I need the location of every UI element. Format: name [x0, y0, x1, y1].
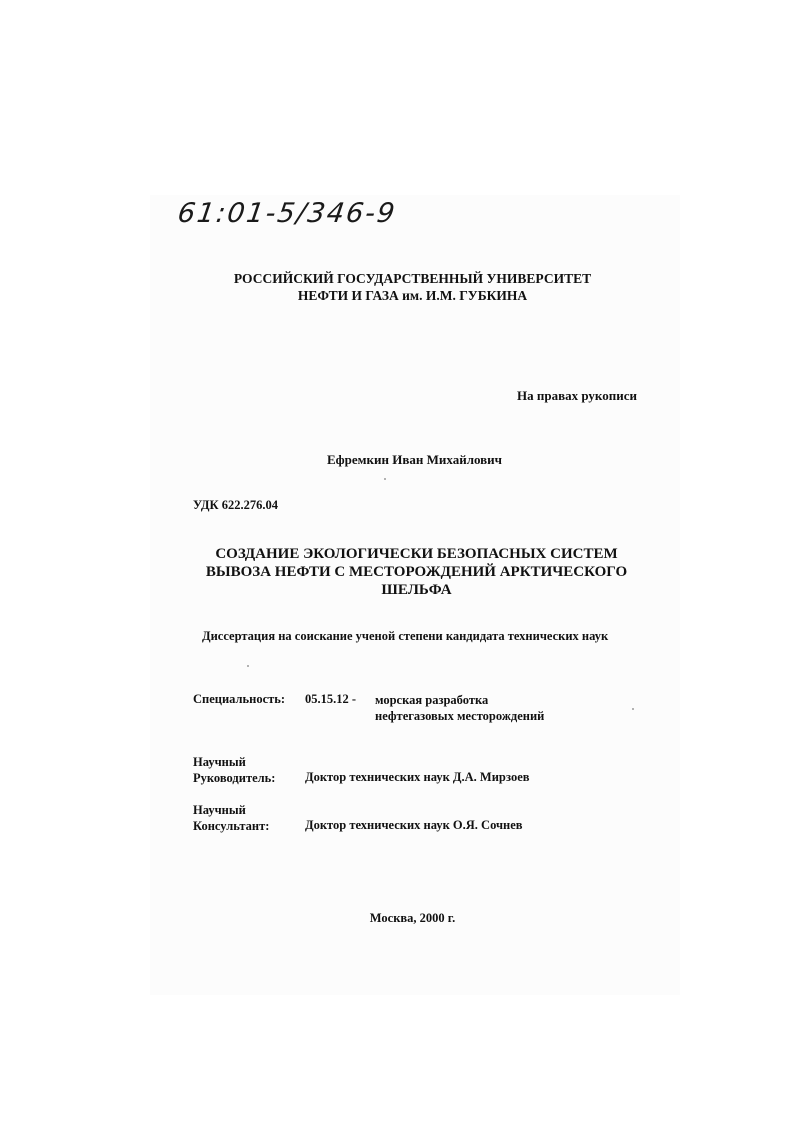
- specialty-name-line-2: нефтегазовых месторождений: [375, 709, 545, 723]
- manuscript-rights-note: На правах рукописи: [517, 388, 637, 403]
- udk-code: УДК 622.276.04: [193, 498, 278, 512]
- supervisor-label-line-1: Научный: [193, 755, 246, 769]
- supervisor-label-line-2: Руководитель:: [193, 771, 276, 785]
- consultant-value: Доктор технических наук О.Я. Сочнев: [305, 818, 523, 832]
- specialty-name-line-1: морская разработка: [375, 693, 489, 707]
- supervisor-label: [193, 754, 275, 786]
- scan-speck: [632, 708, 634, 710]
- title-line-1: СОЗДАНИЕ ЭКОЛОГИЧЕСКИ БЕЗОПАСНЫХ СИСТЕМ: [215, 546, 618, 562]
- dissertation-title: [0, 545, 795, 599]
- title-line-3: ШЕЛЬФА: [381, 582, 452, 598]
- consultant-label-line-2: Консультант:: [193, 819, 270, 833]
- title-line-2: ВЫВОЗА НЕФТИ С МЕСТОРОЖДЕНИЙ АРКТИЧЕСКОГО: [205, 564, 628, 580]
- handwritten-catalog-number: 61:01-5/346-9: [175, 198, 399, 229]
- author-name: Ефремкин Иван Михайлович: [327, 452, 503, 467]
- consultant-label: [193, 802, 269, 834]
- consultant-label-line-1: Научный: [193, 803, 246, 817]
- city-year: Москва, 2000 г.: [369, 911, 456, 925]
- dissertation-type: Диссертация на соискание ученой степени кандидата технических наук: [202, 629, 609, 643]
- scan-speck: [247, 665, 249, 667]
- university-line-2: НЕФТИ И ГАЗА им. И.М. ГУБКИНА: [297, 288, 528, 303]
- scan-speck: [384, 478, 386, 480]
- specialty-label: Специальность:: [193, 692, 286, 706]
- university-name: [0, 270, 795, 304]
- specialty-code: 05.15.12 -: [305, 692, 357, 706]
- specialty-name: [375, 692, 544, 724]
- university-line-1: РОССИЙСКИЙ ГОСУДАРСТВЕННЫЙ УНИВЕРСИТЕТ: [233, 271, 592, 286]
- supervisor-value: Доктор технических наук Д.А. Мирзоев: [305, 770, 530, 784]
